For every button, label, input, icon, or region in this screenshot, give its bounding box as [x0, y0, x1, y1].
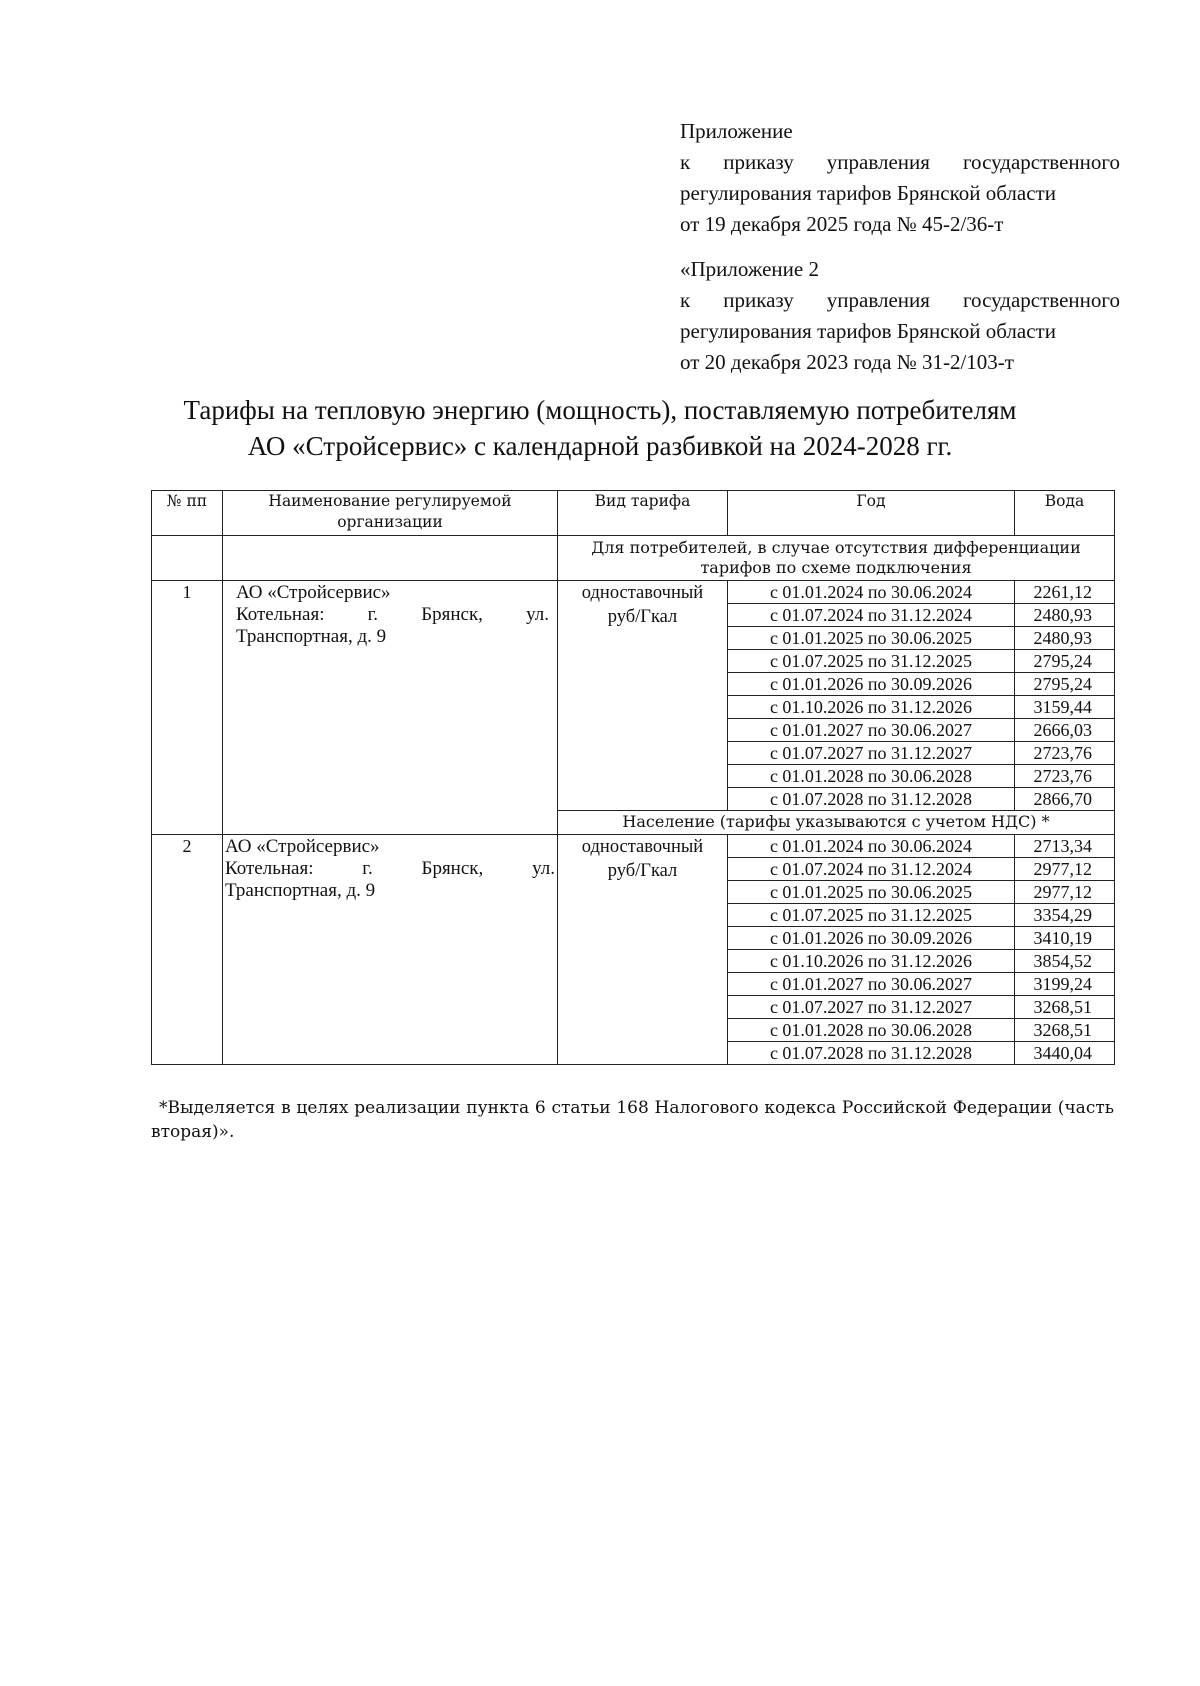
appendix-header-original — [680, 254, 1120, 378]
appendix-line: регулирования тарифов Брянской области — [680, 181, 1056, 205]
period-cell: с 01.07.2024 по 31.12.2024 — [728, 604, 1015, 627]
period-cell: с 01.01.2028 по 30.06.2028 — [728, 765, 1015, 788]
appendix-line: к приказу управления государственного — [680, 288, 1120, 312]
value-cell: 2723,76 — [1015, 742, 1115, 765]
tariff-type: одноставочный — [581, 583, 704, 603]
value-cell: 3440,04 — [1015, 1042, 1115, 1065]
period-cell: с 01.07.2028 по 31.12.2028 — [728, 1042, 1015, 1065]
appendix-line: от 20 декабря 2023 года № 31-2/103-т — [680, 350, 1014, 374]
org-address: Котельная: г. Брянск, ул. — [236, 604, 549, 625]
value-cell: 3354,29 — [1015, 904, 1115, 927]
period-cell: с 01.01.2024 по 30.06.2024 — [728, 581, 1015, 604]
period-cell: с 01.07.2024 по 31.12.2024 — [728, 858, 1015, 881]
table-row — [152, 835, 1115, 858]
org-address: Транспортная, д. 9 — [225, 880, 376, 901]
period-cell: с 01.01.2024 по 30.06.2024 — [728, 835, 1015, 858]
value-cell: 2666,03 — [1015, 719, 1115, 742]
value-cell: 2261,12 — [1015, 581, 1115, 604]
period-cell: с 01.07.2027 по 31.12.2027 — [728, 742, 1015, 765]
period-cell: с 01.01.2027 по 30.06.2027 — [728, 719, 1015, 742]
period-cell: с 01.01.2025 по 30.06.2025 — [728, 881, 1015, 904]
org-name: АО «Стройсервис» — [236, 582, 391, 603]
period-cell: с 01.01.2026 по 30.09.2026 — [728, 927, 1015, 950]
appendix-header-current — [680, 116, 1120, 240]
section-label: Население (тарифы указываются с учетом НДС) * — [558, 811, 1115, 835]
table-header-row — [152, 491, 1115, 536]
period-cell: с 01.01.2027 по 30.06.2027 — [728, 973, 1015, 996]
empty-cell — [152, 536, 223, 581]
appendix-line: от 19 декабря 2025 года № 45-2/36-т — [680, 212, 1004, 236]
tariff-type: одноставочный — [581, 837, 704, 857]
value-cell: 2977,12 — [1015, 858, 1115, 881]
org-cell — [223, 835, 558, 1065]
row-number: 2 — [152, 835, 223, 1065]
appendix-line: к приказу управления государственного — [680, 150, 1120, 174]
header-year: Год — [728, 491, 1015, 536]
period-cell: с 01.10.2026 по 31.12.2026 — [728, 950, 1015, 973]
org-address: Котельная: г. Брянск, ул. — [225, 858, 555, 879]
period-cell: с 01.01.2026 по 30.09.2026 — [728, 673, 1015, 696]
tariff-unit: руб/Гкал — [607, 607, 678, 627]
value-cell: 2723,76 — [1015, 765, 1115, 788]
header-org: Наименование регулируемой организации — [223, 491, 558, 536]
header-num: № пп — [152, 491, 223, 536]
value-cell: 3268,51 — [1015, 1019, 1115, 1042]
section-row — [152, 536, 1115, 581]
period-cell: с 01.01.2025 по 30.06.2025 — [728, 627, 1015, 650]
tariff-type-cell — [558, 835, 728, 1065]
title-line: АО «Стройсервис» с календарной разбивкой на 2024-2028 гг. — [247, 431, 953, 461]
tariff-type-cell — [558, 581, 728, 811]
period-cell: с 01.01.2028 по 30.06.2028 — [728, 1019, 1015, 1042]
header-water: Вода — [1015, 491, 1115, 536]
value-cell: 3159,44 — [1015, 696, 1115, 719]
org-name: АО «Стройсервис» — [225, 836, 380, 857]
appendix-line: регулирования тарифов Брянской области — [680, 319, 1056, 343]
value-cell: 2713,34 — [1015, 835, 1115, 858]
value-cell: 2480,93 — [1015, 627, 1115, 650]
value-cell: 3854,52 — [1015, 950, 1115, 973]
value-cell: 2866,70 — [1015, 788, 1115, 811]
period-cell: с 01.07.2025 по 31.12.2025 — [728, 904, 1015, 927]
table-row — [152, 581, 1115, 604]
tariff-unit: руб/Гкал — [607, 861, 678, 881]
period-cell: с 01.10.2026 по 31.12.2026 — [728, 696, 1015, 719]
org-cell — [223, 581, 558, 835]
footnote: *Выделяется в целях реализации пункта 6 статьи 168 Налогового кодекса Российской Федерации (часть вторая)». — [151, 1098, 1114, 1142]
value-cell: 2795,24 — [1015, 650, 1115, 673]
org-address: Транспортная, д. 9 — [236, 626, 387, 647]
value-cell: 2795,24 — [1015, 673, 1115, 696]
period-cell: с 01.07.2027 по 31.12.2027 — [728, 996, 1015, 1019]
value-cell: 3410,19 — [1015, 927, 1115, 950]
appendix-line: Приложение — [680, 119, 793, 143]
empty-cell — [223, 536, 558, 581]
value-cell: 3268,51 — [1015, 996, 1115, 1019]
title-line: Тарифы на тепловую энергию (мощность), поставляемую потребителям — [183, 395, 1017, 425]
document-title — [140, 392, 1060, 464]
period-cell: с 01.07.2028 по 31.12.2028 — [728, 788, 1015, 811]
row-number: 1 — [152, 581, 223, 835]
header-tariff-type: Вид тарифа — [558, 491, 728, 536]
appendix-line: «Приложение 2 — [680, 257, 819, 281]
value-cell: 2480,93 — [1015, 604, 1115, 627]
tariff-table — [151, 490, 1115, 1065]
value-cell: 2977,12 — [1015, 881, 1115, 904]
section-label: Для потребителей, в случае отсутствия дифференциации тарифов по схеме подключения — [558, 536, 1115, 581]
value-cell: 3199,24 — [1015, 973, 1115, 996]
period-cell: с 01.07.2025 по 31.12.2025 — [728, 650, 1015, 673]
